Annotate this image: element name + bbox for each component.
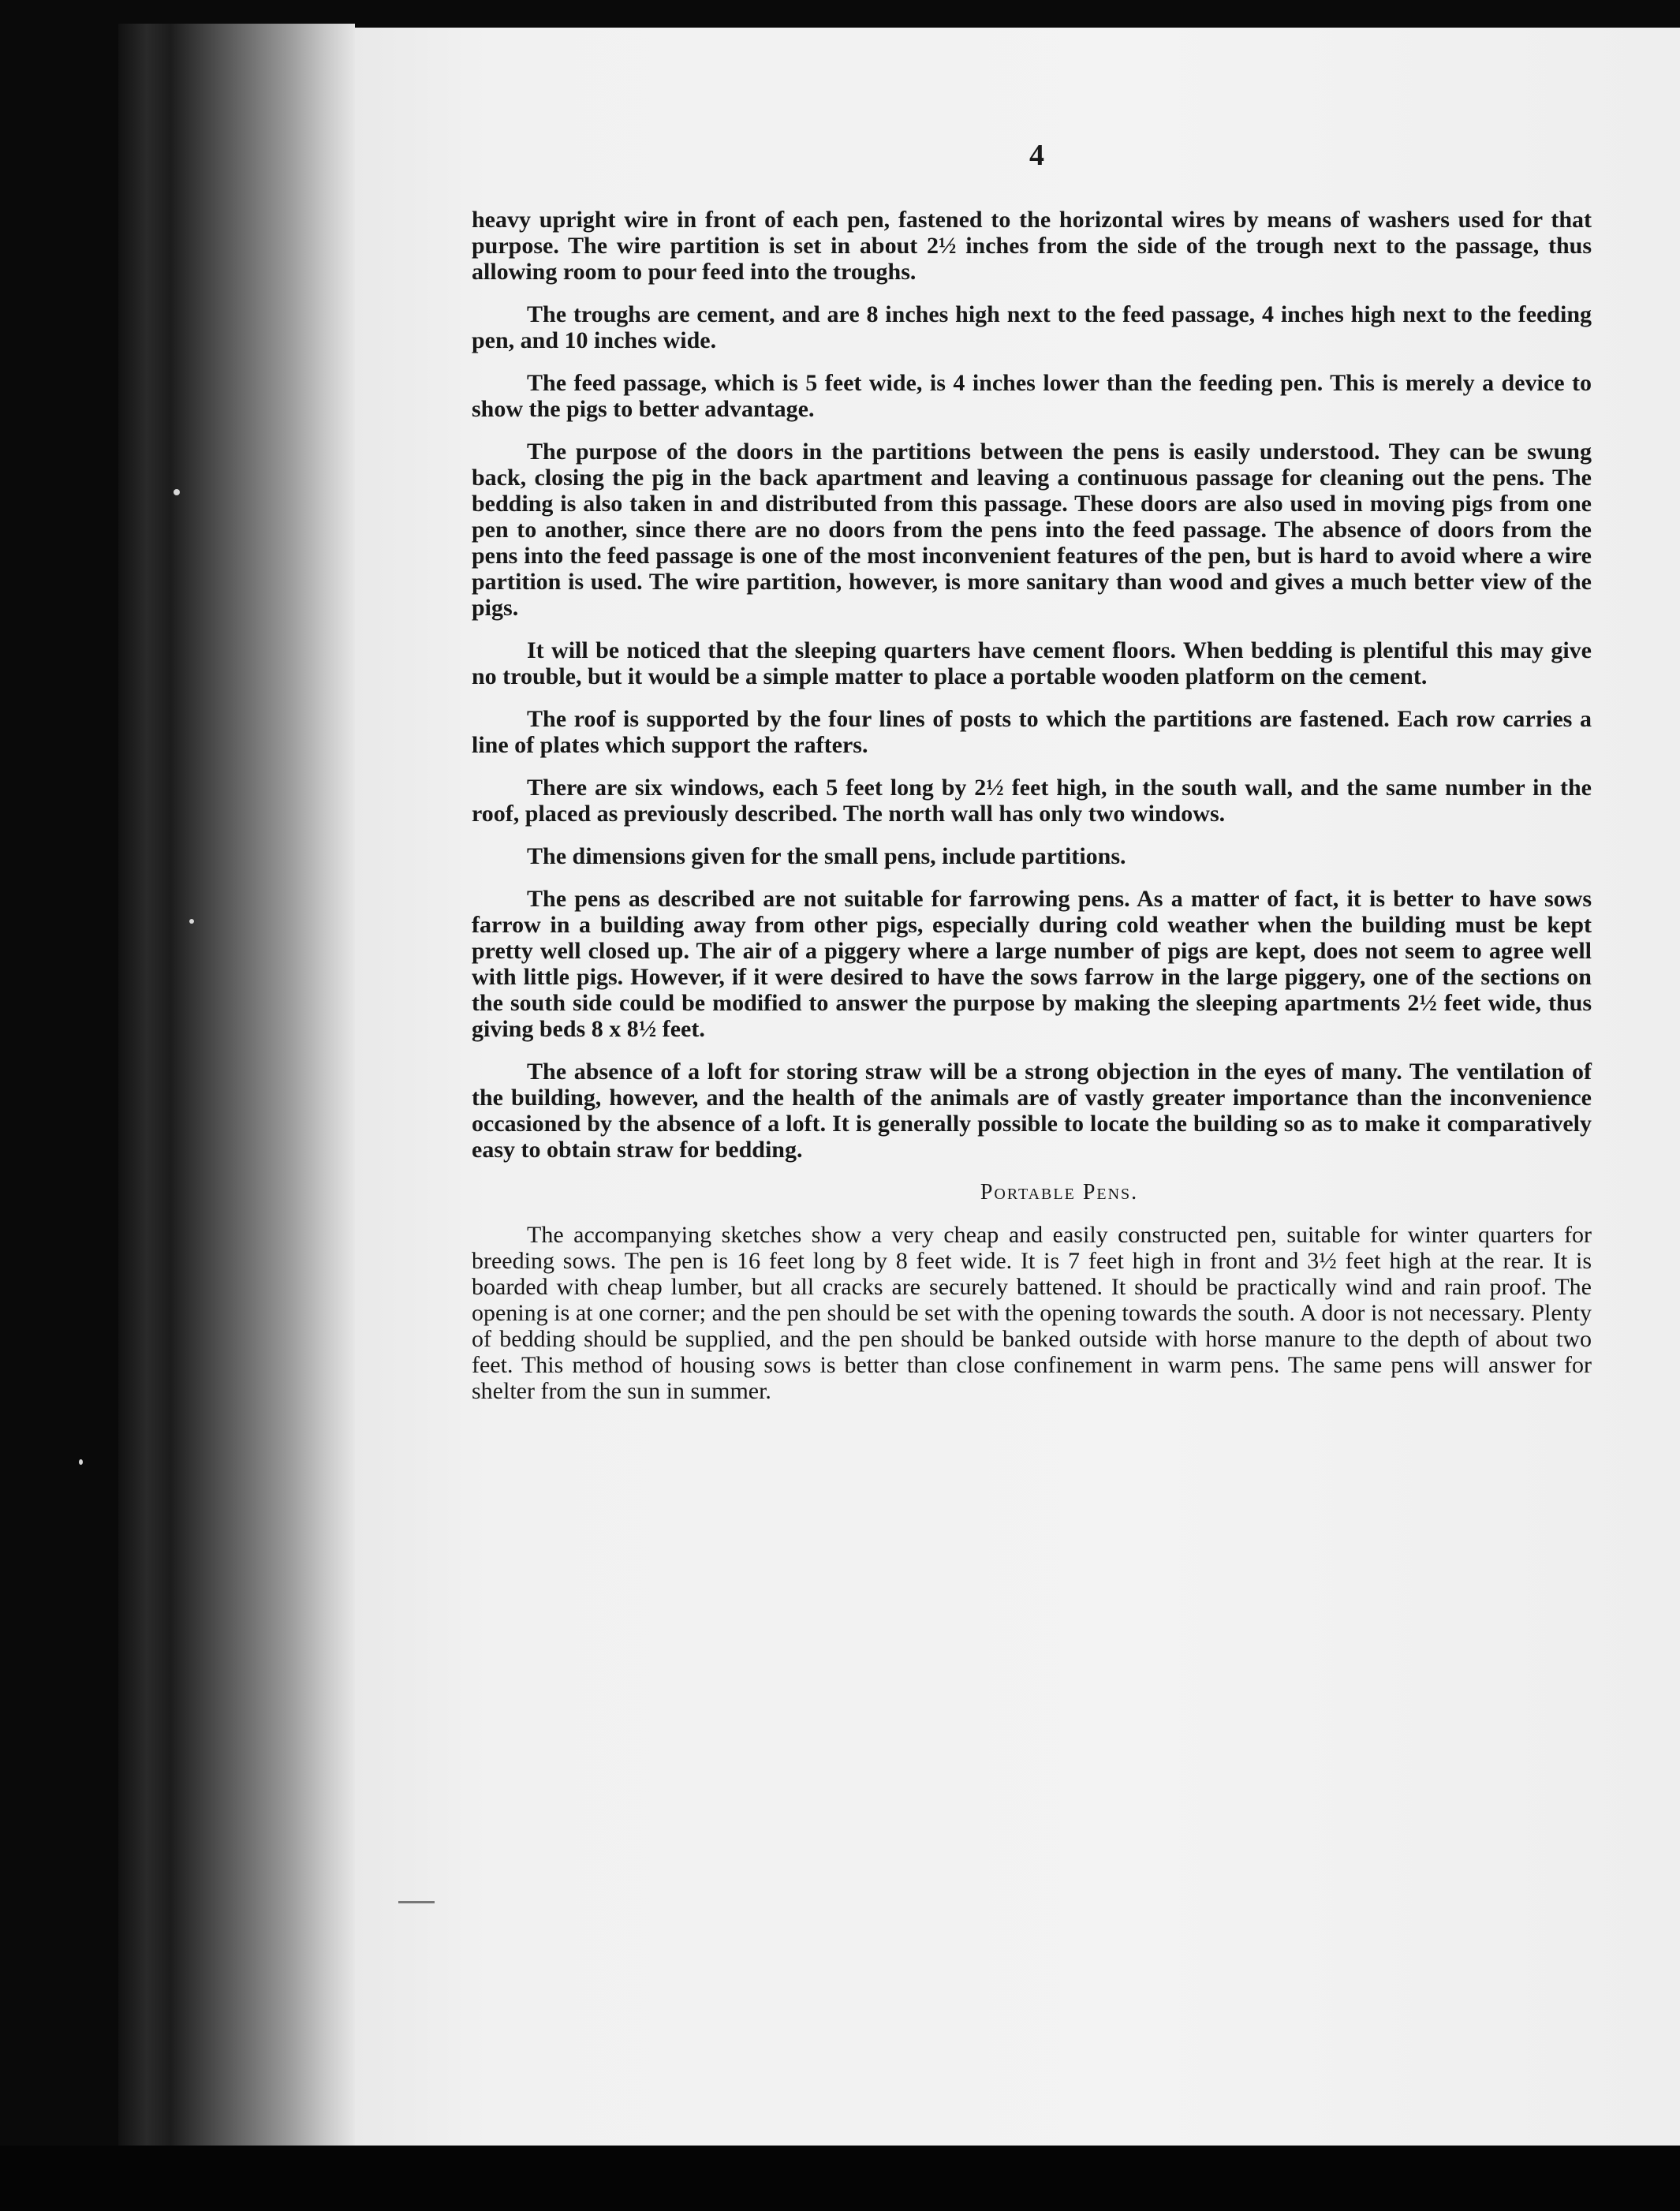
margin-speck — [174, 489, 180, 495]
paragraph: The feed passage, which is 5 feet wide, is 4 inches lower than the feeding pen. This is merely a device to show the pigs to better advantage. — [472, 370, 1592, 422]
paragraph: The roof is supported by the four lines of posts to which the partitions are fastened. Each row carries a line of plates which support the rafters. — [472, 706, 1592, 758]
paragraph: There are six windows, each 5 feet long by 2½ feet high, in the south wall, and the same number in the roof, placed as previously described. The north wall has only two windows. — [472, 775, 1592, 827]
paragraph: The purpose of the doors in the partitions between the pens is easily understood. They can be swung back, closing the pig in the back apartment and leaving a continuous passage for cleaning out the pens. The bedding is also taken in and distributed from this passage. These doors are also used in moving pigs from one pen to another, since there are no doors from the pens into the feed passage. The absence of doors from the pens into the feed passage is one of the most inconvenient features of the pen, but is hard to avoid where a wire partition is used. The wire partition, however, is more sanitary than wood and gives a much better view of the pigs. — [472, 439, 1592, 621]
body-text — [472, 207, 1592, 1421]
paragraph: The accompanying sketches show a very cheap and easily constructed pen, suitable for winter quarters for breeding sows. The pen is 16 feet long by 8 feet wide. It is 7 feet high in front and 3½ feet high at the rear. It is boarded with cheap lumber, but all cracks are securely battened. It should be practically wind and rain proof. The opening is at one corner; and the pen should be set with the opening towards the south. A door is not necessary. Plenty of bedding should be supplied, and the pen should be banked outside with horse manure to the depth of about two feet. This method of housing sows is better than close confinement in warm pens. The same pens will answer for shelter from the sun in summer. — [472, 1222, 1592, 1404]
scan-border — [0, 2146, 1680, 2211]
section-heading: Portable Pens. — [980, 1180, 1139, 1204]
paragraph: It will be noticed that the sleeping quarters have cement floors. When bedding is plentiful this may give no trouble, but it would be a simple matter to place a portable wooden platform on the cement. — [472, 637, 1592, 689]
paragraph: The absence of a loft for storing straw will be a strong objection in the eyes of many. The ventilation of the building, however, and the health of the animals are of vastly greater importance than the inconvenience occasioned by the absence of a loft. It is generally possible to locate the building so as to make it comparatively easy to obtain straw for bedding. — [472, 1059, 1592, 1163]
book-gutter — [118, 24, 355, 2146]
paragraph: The dimensions given for the small pens, include partitions. — [527, 843, 1126, 869]
margin-speck — [79, 1459, 83, 1465]
paragraph: The pens as described are not suitable for farrowing pens. As a matter of fact, it is better to have sows farrow in a building away from other pigs, especially during cold weather when the building must be kept pretty well closed up. The air of a piggery where a large number of pigs are kept, does not seem to agree well with little pigs. However, if it were desired to have the sows farrow in the large piggery, one of the sections on the south side could be modified to answer the purpose by making the sleeping apartments 2½ feet wide, thus giving beds 8 x 8½ feet. — [472, 886, 1592, 1042]
margin-rule — [398, 1901, 435, 1903]
paragraph: The troughs are cement, and are 8 inches high next to the feed passage, 4 inches high next to the feeding pen, and 10 inches wide. — [472, 301, 1592, 353]
margin-speck — [189, 919, 194, 924]
page-number: 4 — [1029, 139, 1044, 172]
paragraph: heavy upright wire in front of each pen, fastened to the horizontal wires by means of washers used for that purpose. The wire partition is set in about 2½ inches from the side of the trough next to the passage, thus allowing room to pour feed into the troughs. — [472, 207, 1592, 285]
